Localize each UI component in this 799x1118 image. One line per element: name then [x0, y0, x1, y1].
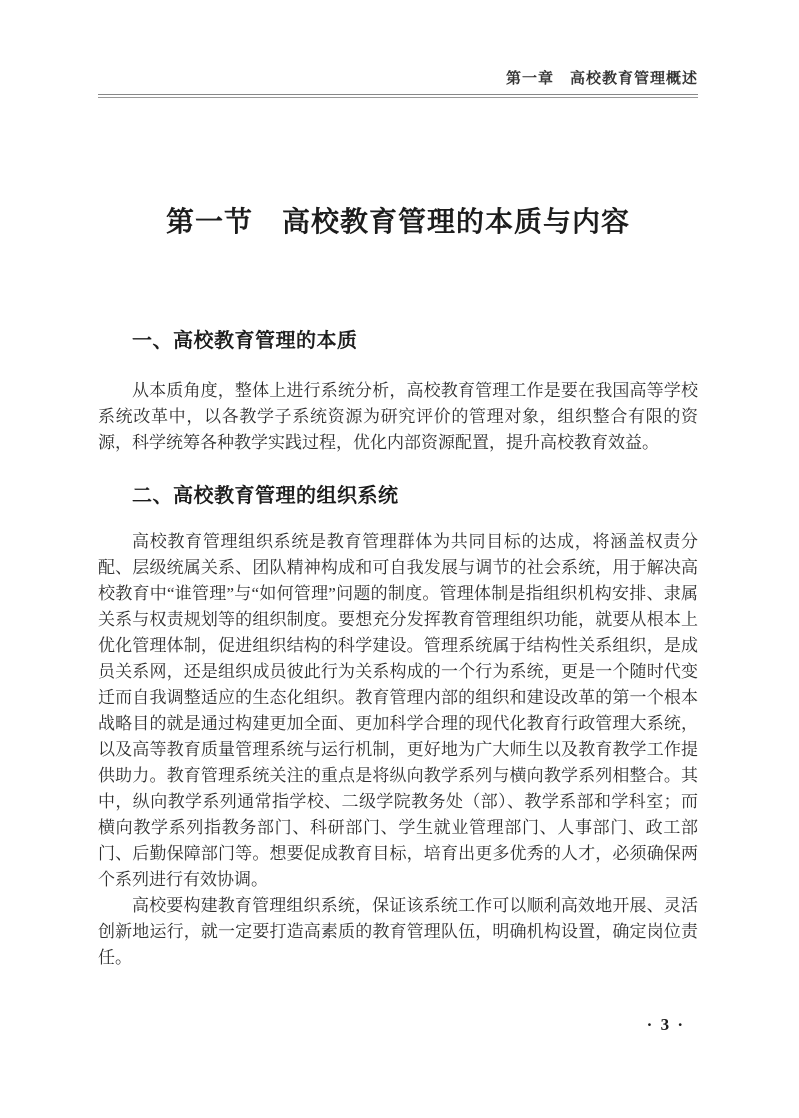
page-header [98, 0, 698, 88]
page-number: · 3 · [646, 1015, 685, 1034]
section-heading-1: 一、高校教育管理的本质 [132, 330, 358, 352]
header-rule [98, 94, 698, 98]
section-heading-2: 二、高校教育管理的组织系统 [132, 485, 399, 507]
page-title: 第一节 高校教育管理的本质与内容 [165, 206, 630, 237]
paragraph-section2-1: 高校教育管理组织系统是教育管理群体为共同目标的达成，将涵盖权责分配、层级统属关系、团队精神构成和可自我发展与调节的社会系统，用于解决高校教育中“谁管理”与“如何管理”问题的制度。管理体制是指组织机构安排、隶属关系与权责规划等的组织制度。要想充分发挥教育管理组织功能，就要从根本上优化管理体制，促进组织结构的科学建设。管理系统属于结构性关系组织，是成员关系网，还是组织成员彼此行为关系构成的一个行为系统，更是一个随时代变迁而自我调整适应的生态化组织。教育管理内部的组织和建设改革的第一个根本战略目的就是通过构建更加全面、更加科学合理的现代化教育行政管理大系统，以及高等教育质量管理系统与运行机制，更好地为广大师生以及教育教学工作提供助力。教育管理系统关注的重点是将纵向教学系列与横向教学系列相整合。其中，纵向教学系列通常指学校、二级学院教务处（部）、教学系部和学科室；而横向教学系列指教务部门、科研部门、学生就业管理部门、人事部门、政工部门、后勤保障部门等。想要促成教育目标，培育出更多优秀的人才，必须确保两个系列进行有效协调。 [98, 532, 698, 889]
running-head-chapter: 第一章 高校教育管理概述 [505, 70, 698, 87]
paragraph-section1: 从本质角度，整体上进行系统分析，高校教育管理工作是要在我国高等学校系统改革中，以各教学子系统资源为研究评价的管理对象，组织整合有限的资源，科学统筹各种教学实践过程，优化内部资源配置，提升高校教育效益。 [98, 381, 698, 452]
paragraph-section2-2: 高校要构建教育管理组织系统，保证该系统工作可以顺利高效地开展、灵活创新地运行，就一定要打造高素质的教育管理队伍，明确机构设置，确定岗位责任。 [98, 896, 698, 967]
